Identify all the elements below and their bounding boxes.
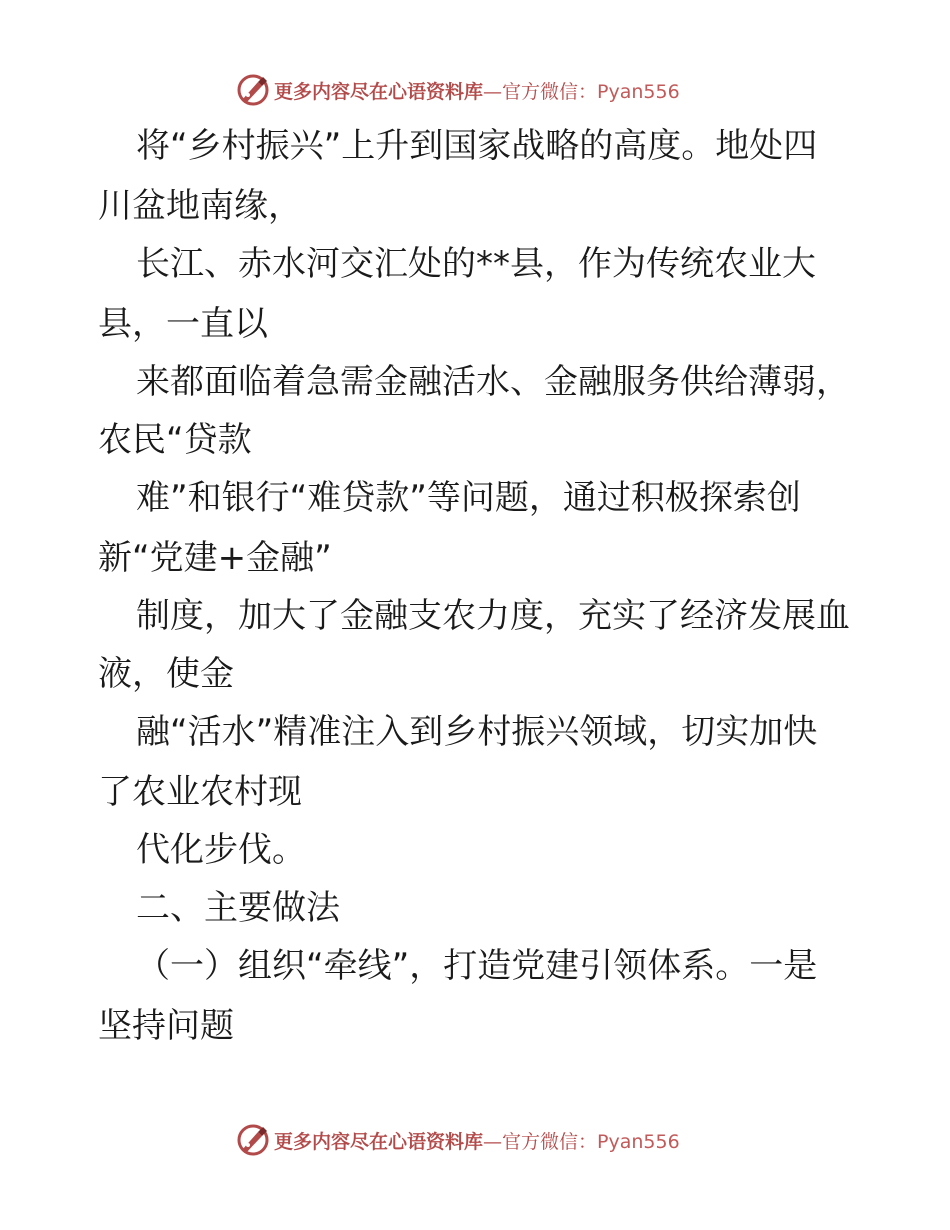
body-line: 代化步伐。 [136, 830, 306, 870]
body-line: （一）组织“牵线”，打造党建引领体系。一是 [136, 946, 818, 986]
footer-banner-main: 更多内容尽在心语资料库 [274, 1130, 484, 1153]
footer-banner-label: 官方微信： [502, 1130, 598, 1153]
footer-wechat-id: Pyan556 [597, 1130, 680, 1153]
body-line: 融“活水”精准注入到乡村振兴领域，切实加快 [136, 712, 818, 752]
footer-banner-content [236, 1120, 680, 1160]
header-banner-separator: — [483, 80, 503, 103]
pen-logo-icon [236, 73, 270, 107]
body-line: 川盆地南缘， [98, 186, 302, 226]
body-line: 液，使金 [98, 654, 234, 694]
body-line: 制度，加大了金融支农力度，充实了经济发展血 [136, 596, 850, 636]
body-line: 县，一直以 [98, 304, 268, 344]
body-line: 新“党建+金融” [98, 538, 332, 578]
section-heading: 二、主要做法 [136, 888, 340, 928]
body-line: 长江、赤水河交汇处的**县，作为传统农业大 [136, 244, 816, 284]
header-banner-label: 官方微信： [502, 80, 598, 103]
footer-banner [0, 1120, 950, 1160]
body-line: 来都面临着急需金融活水、金融服务供给薄弱， [136, 362, 850, 402]
body-line: 了农业农村现 [98, 772, 302, 812]
header-banner-content [236, 70, 680, 110]
body-line: 坚持问题 [98, 1006, 234, 1046]
pen-logo-icon [236, 1123, 270, 1157]
body-line: 农民“贷款 [98, 420, 252, 460]
body-line: 将“乡村振兴”上升到国家战略的高度。地处四 [136, 126, 818, 166]
body-line: 难”和银行“难贷款”等问题，通过积极探索创 [136, 478, 801, 518]
header-wechat-id: Pyan556 [597, 80, 680, 103]
header-banner-text [274, 77, 680, 104]
footer-banner-text [274, 1127, 680, 1154]
header-banner-main: 更多内容尽在心语资料库 [274, 80, 484, 103]
footer-banner-separator: — [483, 1130, 503, 1153]
header-banner [0, 70, 950, 110]
